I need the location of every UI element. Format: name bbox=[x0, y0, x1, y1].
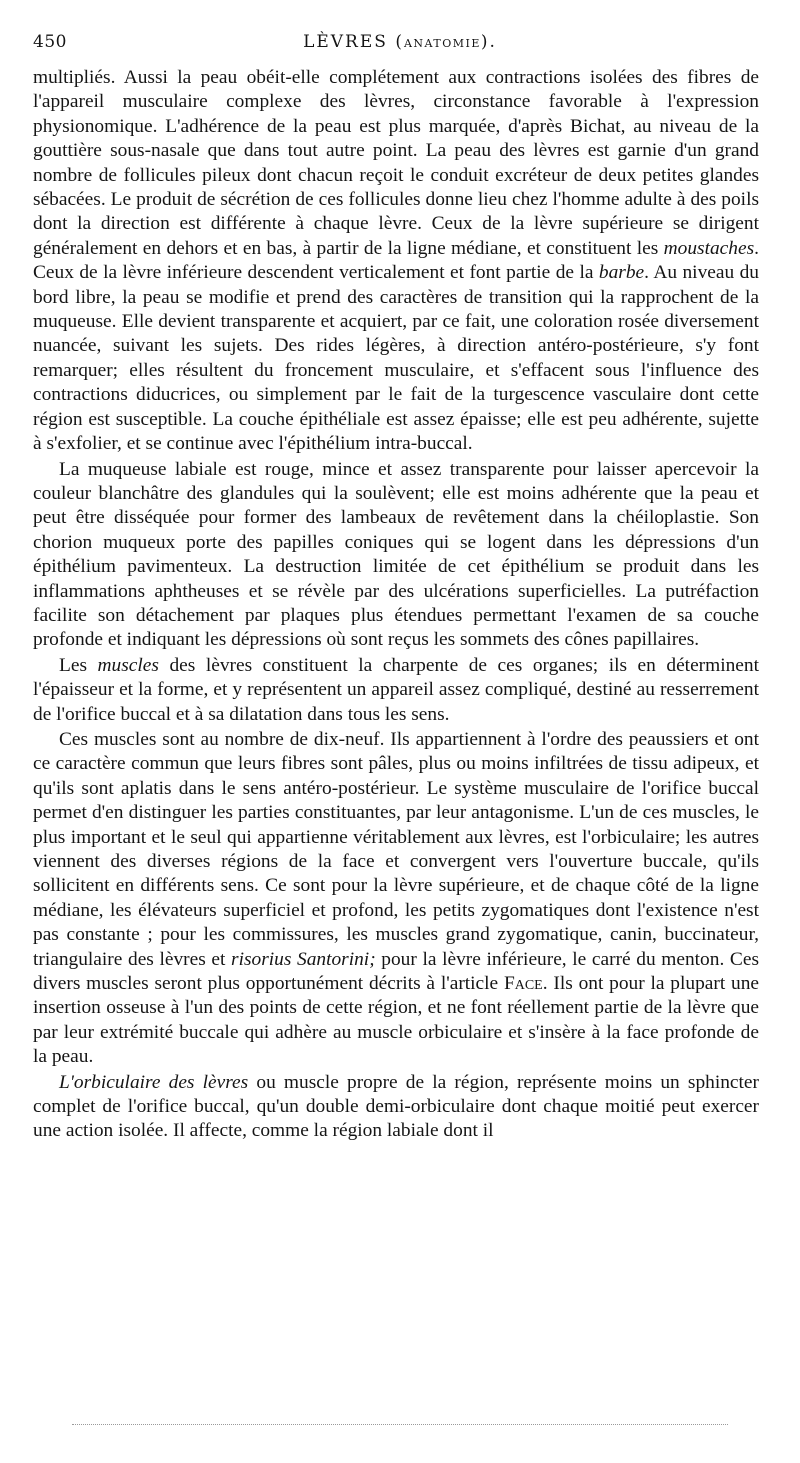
italic-term: risorius Santorini; bbox=[231, 948, 376, 970]
running-head-open-paren: ( bbox=[387, 32, 404, 52]
footer-rule bbox=[72, 1424, 728, 1425]
page-number: 450 bbox=[33, 32, 67, 52]
italic-term: moustaches bbox=[663, 237, 755, 259]
italic-term: barbe bbox=[598, 262, 645, 284]
running-head bbox=[33, 32, 767, 52]
text-run: . Ceux de la lèvre inférieure descendent verticalement et font partie de la bbox=[33, 237, 759, 284]
italic-term: muscles bbox=[97, 654, 159, 676]
running-head-subtitle: ANATOMIE bbox=[403, 37, 481, 50]
paragraph-orbicularis bbox=[33, 1071, 759, 1144]
running-head-close-paren: ). bbox=[480, 32, 497, 52]
page-header bbox=[33, 32, 767, 56]
text-run: . Au niveau du bord libre, la peau se modifie et prend des caractères de transition qui la rapprochent de la muqueuse. Elle devient transparente et acquiert, par ce fait, une coloration rosée diversement nuancée, suivant les sujets. Des rides légères, à direction antéro-postérieure, s'y font remarquer; elles résultent du froncement musculaire, et s'effacent sous l'influence des contractions diducrices, ou simplement par le fait de la turgescence vasculaire dont cette région est susceptible. La couche épithéliale est assez épaisse; elle est peu adhérente, sujette à s'exfolier, et se continue avec l'épithélium intra-buccal. bbox=[33, 262, 759, 455]
text-run: . Ils ont pour la plupart une insertion osseuse à l'un des points de cette région, et ne font réellement partie de la lèvre que par leur extrémité buccale qui adhère au muscle orbiculaire et s'insère à la face profonde de la peau. bbox=[33, 973, 760, 1068]
running-head-title: LÈVRES bbox=[303, 32, 388, 52]
italic-term: L'orbiculaire des lèvres bbox=[59, 1071, 249, 1093]
text-run: Ces muscles sont au nombre de dix-neuf. Ils appartiennent à l'ordre des peaussiers et ont ce caractère commun que leurs fibres sont pâles, plus ou moins infiltrées de tissu adipeux, et qu'ils sont aplatis dans le sens antéro-postérieur. Le système musculaire de l'orifice buccal permet d'en distinguer les parties constituantes, par leur antagonisme. L'un de ces muscles, le plus important et le seul qui appartienne véritablement aux lèvres, est l'orbiculaire; les autres viennent des diverses régions de la face et convergent vers l'ouverture buccale, qu'ils sollicitent en différents sens. Ce sont pour la lèvre supérieure, et de chaque côté de la ligne médiane, les élévateurs superficiel et profond, les petits zygomatiques dont l'existence n'est pas constante ; pour les commissures, les muscles grand zygomatique, canin, buccinateur, triangulaire des lèvres et bbox=[33, 728, 759, 970]
text-run: Les bbox=[59, 654, 98, 676]
text-run: des lèvres constituent la charpente de ces organes; ils en déterminent l'épaisseur et la forme, et y représentent un appareil assez compliqué, destiné au resserrement de l'orifice buccal et à sa dilatation dans tous les sens. bbox=[33, 654, 759, 725]
text-run: multipliés. Aussi la peau obéit-elle complétement aux contractions isolées des fibres de l'appareil musculaire complexe des lèvres, circonstance favorable à l'expression physionomique. L'adhérence de la peau est plus marquée, d'après Bichat, au niveau de la gouttière sous-nasale que dans tout autre point. La peau des lèvres est garnie d'un grand nombre de follicules pileux dont chacun reçoit le conduit excréteur de deux petites glandes sébacées. Le produit de sécrétion de ces follicules donne lieu chez l'homme adulte à des poils dont la direction est différente à chaque lèvre. Ceux de la lèvre supérieure se dirigent généralement en dehors et en bas, à partir de la ligne médiane, et constituent les bbox=[33, 67, 759, 259]
paragraph-muscles-intro bbox=[33, 654, 759, 727]
text-run: pour la lèvre inférieure, le carré du menton. Ces divers muscles seront plus opportunément décrits à l'article bbox=[33, 948, 760, 995]
page-body bbox=[33, 66, 759, 1144]
cross-reference: Face bbox=[503, 973, 543, 995]
paragraph-mucosa: La muqueuse labiale est rouge, mince et assez transparente pour laisser apercevoir la couleur blanchâtre des glandules qui la soulèvent; elle est moins adhérente que la peau et peut être disséquée pour former des lambeaux de revêtement dans la chéiloplastie. Son chorion muqueux porte des papilles coniques qui se logent dans les dépressions d'un épithélium pavimenteux. La destruction limitée de cet épithélium se produit dans les inflammations aphtheuses et se révèle par des ulcérations superficielles. La putréfaction facilite son détachement par plaques plus étendues permettant l'examen de sa couche profonde et indiquant les dépressions où sont reçus les sommets des cônes papillaires. bbox=[33, 458, 759, 651]
paragraph-skin-continued bbox=[33, 66, 759, 457]
text-run: ou muscle propre de la région, représente moins un sphincter complet de l'orifice buccal, qu'un double demi-orbiculaire dont chaque moitié peut exercer une action isolée. Il affecte, comme la région labiale dont il bbox=[33, 1071, 759, 1142]
paragraph-muscle-list bbox=[33, 728, 759, 1070]
